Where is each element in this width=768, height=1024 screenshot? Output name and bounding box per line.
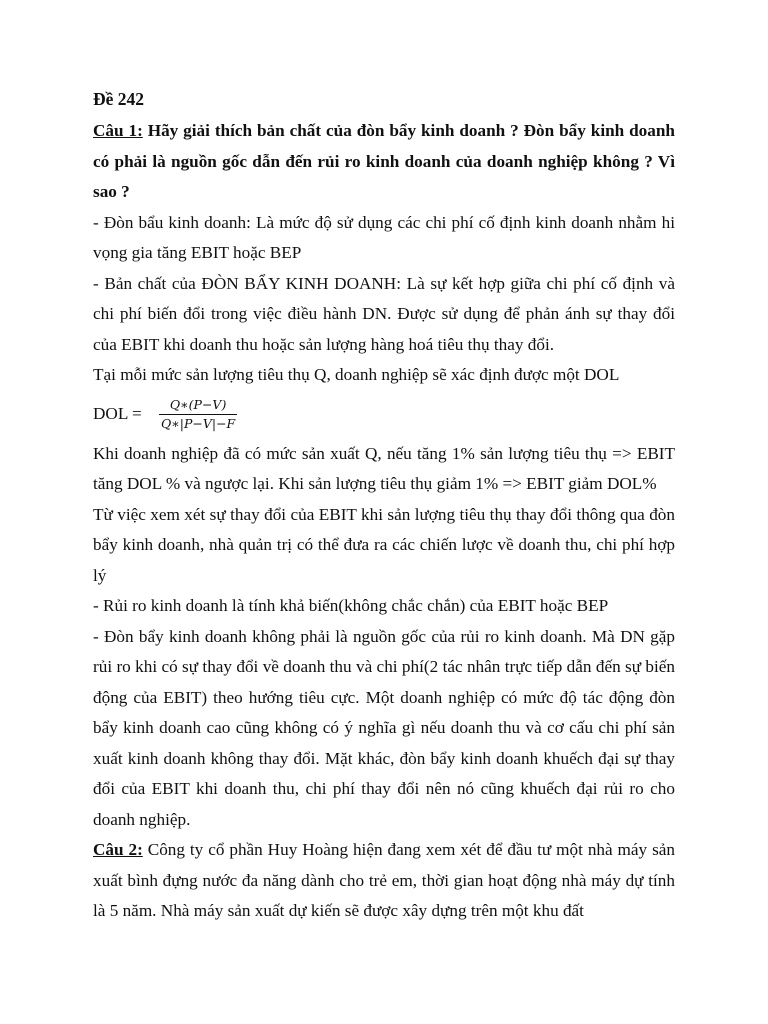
question-1-label: Câu 1: — [93, 121, 143, 140]
question-2 — [93, 835, 675, 927]
question-2-label: Câu 2: — [93, 840, 143, 859]
question-2-text: Công ty cổ phần Huy Hoàng hiện đang xem xét để đầu tư một nhà máy sản xuất bình đựng nước đa năng dành cho trẻ em, thời gian hoạt động nhà máy dự tính là 5 năm. Nhà máy sản xuất dự kiến sẽ được xây dựng trên một khu đất — [93, 840, 675, 920]
exam-title: Đề 242 — [93, 89, 145, 109]
formula-numerator: Q∗(P−V) — [169, 397, 227, 412]
paragraph-risk-source: - Đòn bẩy kinh doanh không phải là nguồn gốc của rủi ro kinh doanh. Mà DN gặp rủi ro khi có sự thay đổi về doanh thu và chi phí(2 tác nhân trực tiếp dẫn đến sự biến động của EBIT) theo hướng tiêu cực. Một doanh nghiệp có mức độ tác động đòn bẩy kinh doanh cao cũng không có ý nghĩa gì nếu doanh thu và cơ cấu chi phí sản xuất kinh doanh không thay đổi. Mặt khác, đòn bẩy kinh doanh khuếch đại sự thay đổi của EBIT khi doanh thu, chi phí thay đổi nên nó cũng khuếch đại rủi ro cho doanh nghiệp. — [93, 626, 675, 829]
document-body — [93, 84, 675, 927]
paragraph-business-risk: - Rủi ro kinh doanh là tính khả biến(không chắc chắn) của EBIT hoặc BEP — [93, 596, 609, 615]
formula-lhs: DOL = — [93, 404, 142, 424]
paragraph-definition: - Đòn bẩu kinh doanh: Là mức độ sử dụng các chi phí cố định kinh doanh nhằm hi vọng gia tăng EBIT hoặc BEP — [93, 212, 675, 262]
paragraph-strategy: Từ việc xem xét sự thay đổi của EBIT khi sản lượng tiêu thụ thay đổi thông qua đòn bẩy kinh doanh, nhà quản trị có thể đưa ra các chiến lược về doanh thu, chi phí hợp lý — [93, 504, 675, 585]
question-1-text: Hãy giải thích bản chất của đòn bẩy kinh doanh ? Đòn bẩy kinh doanh có phải là nguồn gốc dẫn đến rủi ro kinh doanh của doanh nghiệp không ? Vì sao ? — [93, 121, 675, 201]
formula-fraction — [159, 397, 237, 432]
formula-denominator: Q∗|P−V|−F — [161, 416, 236, 431]
paragraph-dol-effect: Khi doanh nghiệp đã có mức sản xuất Q, nếu tăng 1% sản lượng tiêu thụ => EBIT tăng DOL % và ngược lại. Khi sản lượng tiêu thụ giảm 1% => EBIT giảm DOL% — [93, 443, 675, 493]
paragraph-dol-intro: Tại mỗi mức sản lượng tiêu thụ Q, doanh nghiệp sẽ xác định được một DOL — [93, 365, 620, 384]
paragraph-nature: - Bản chất của ĐÒN BẨY KINH DOANH: Là sự kết hợp giữa chi phí cố định và chi phí biến đổi trong việc điều hành DN. Được sử dụng để phản ánh sự thay đổi của EBIT khi doanh thu hoặc sản lượng hàng hoá tiêu thụ thay đổi. — [93, 273, 675, 354]
question-1 — [93, 116, 675, 208]
dol-formula — [93, 391, 675, 439]
